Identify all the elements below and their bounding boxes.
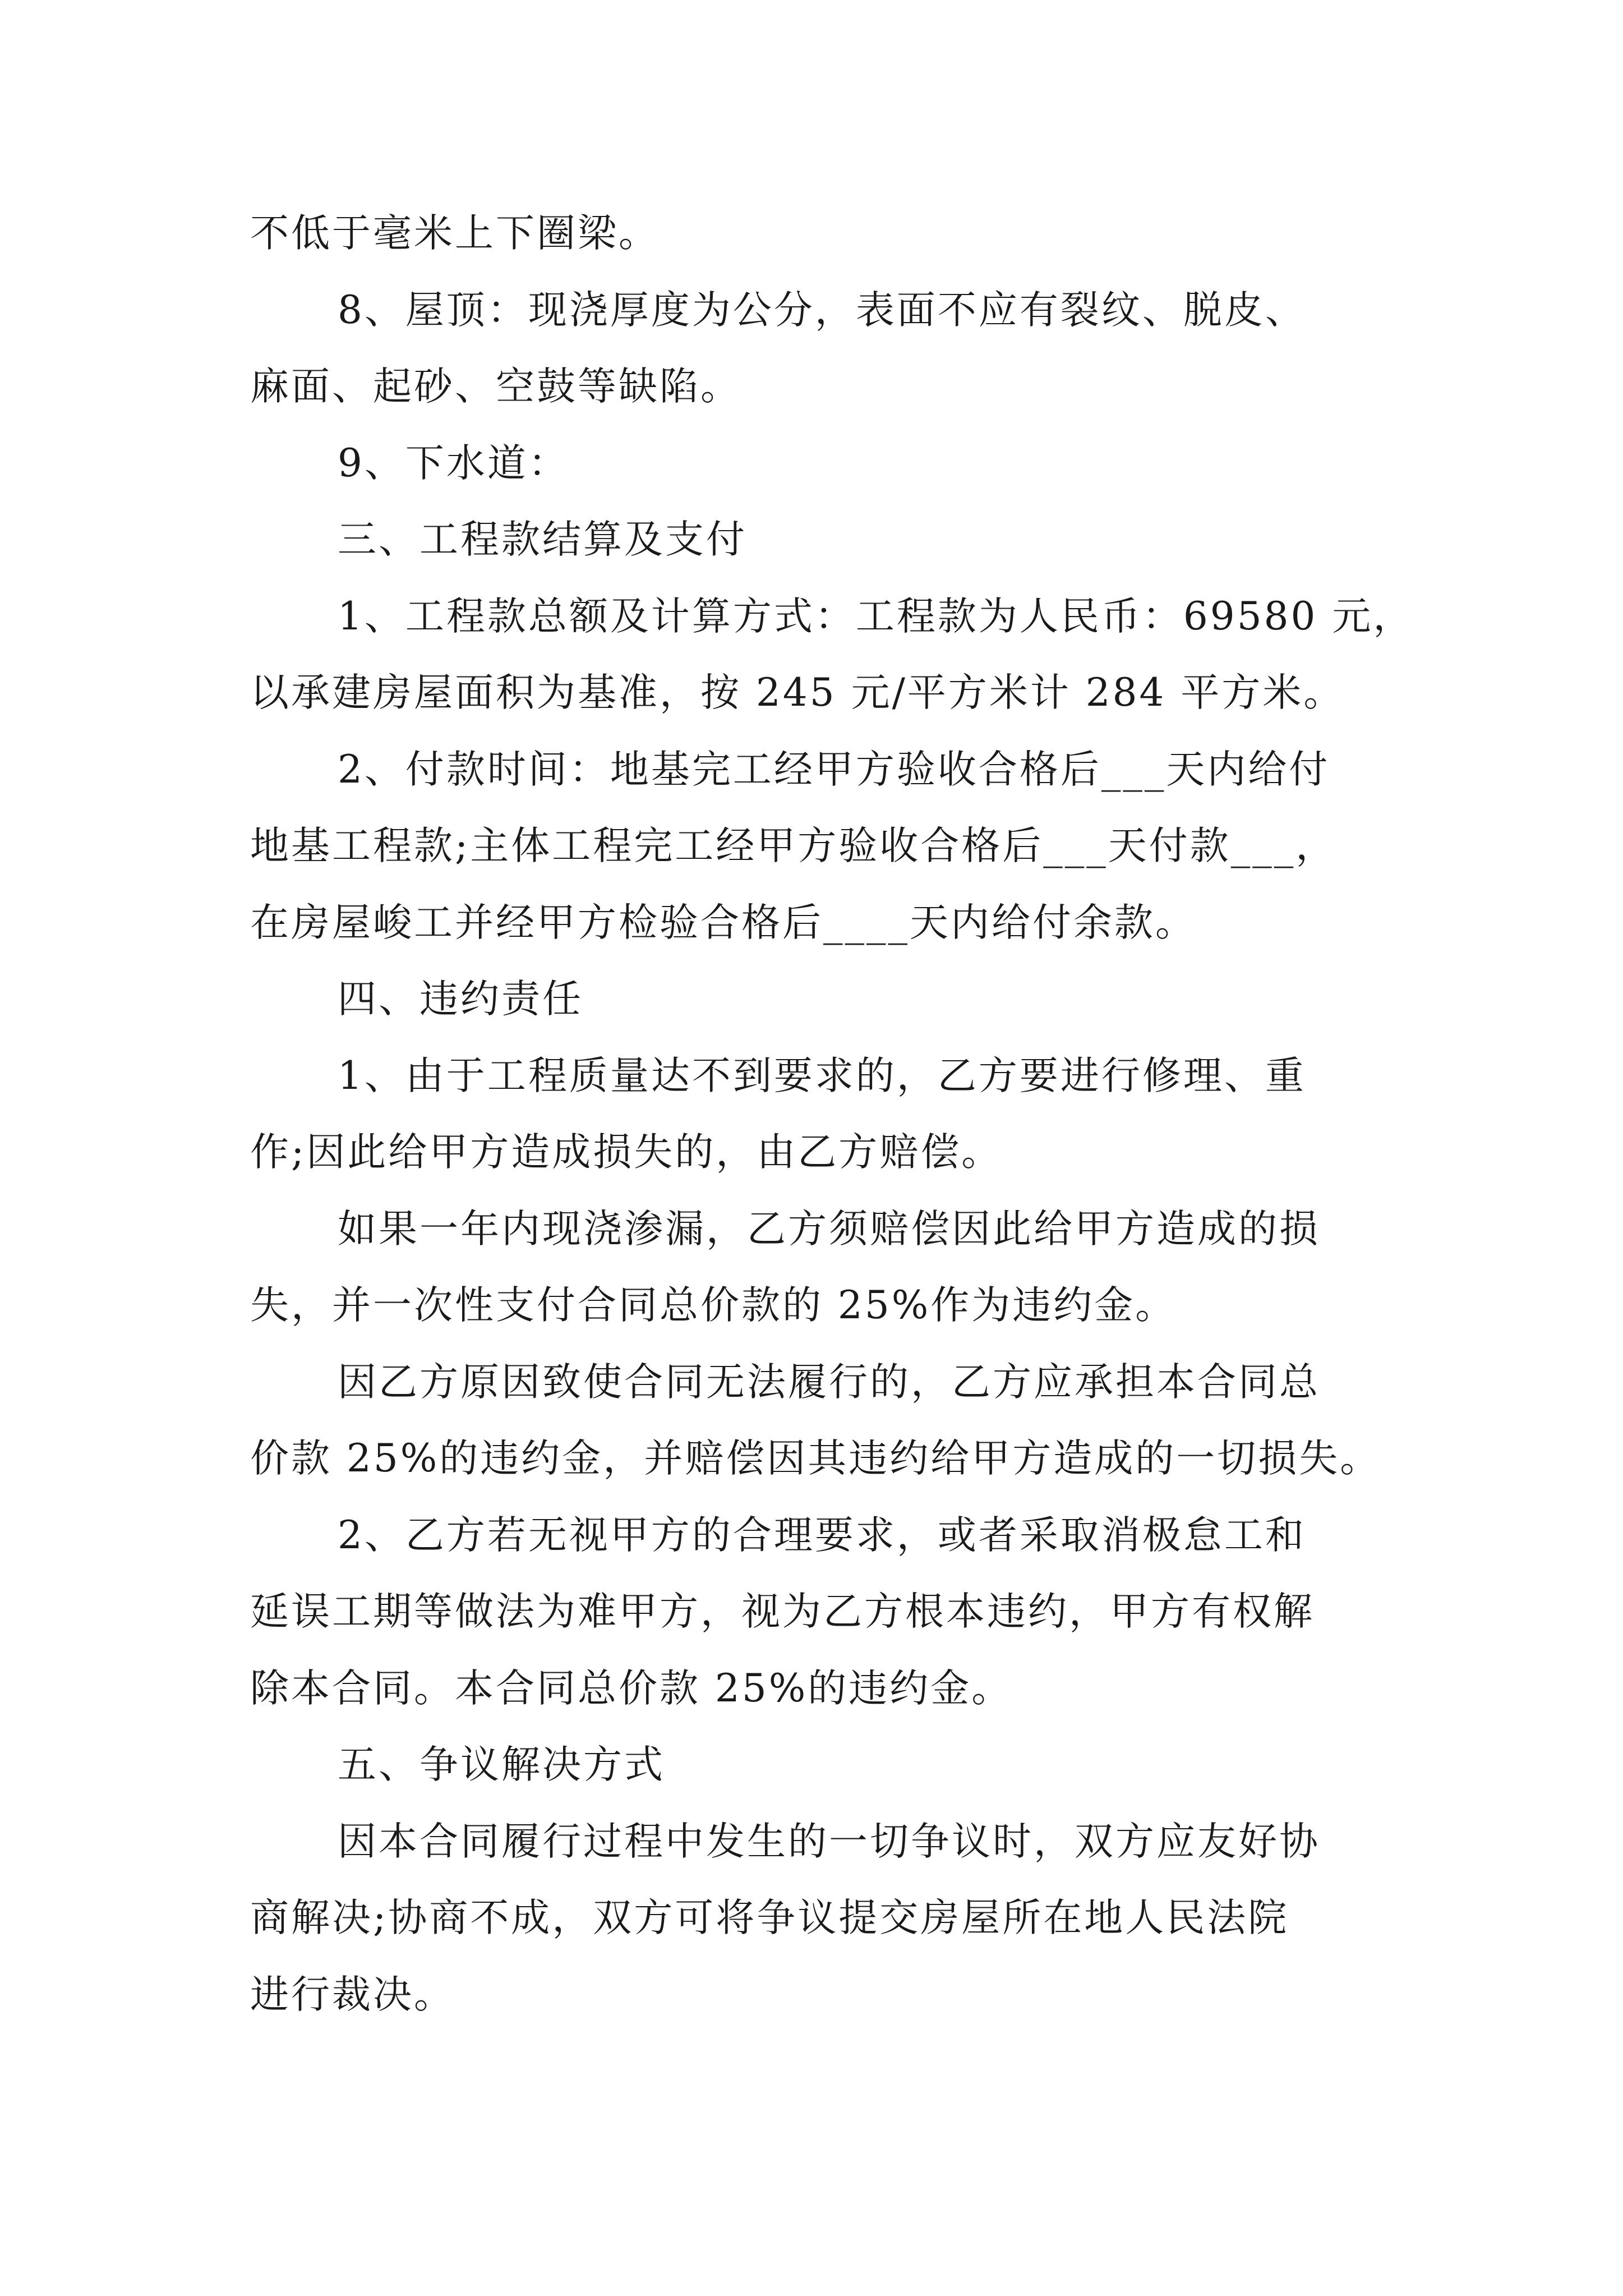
document-body (250, 195, 1414, 2033)
text-line: 因本合同履行过程中发生的一切争议时，双方应友好协 (338, 1819, 1320, 1864)
section-heading: 五、争议解决方式 (338, 1742, 665, 1787)
text-line: 2、乙方若无视甲方的合理要求，或者采取消极怠工和 (338, 1512, 1306, 1558)
text-line: 9、下水道： (338, 440, 569, 486)
text-line: 失，并一次性支付合同总价款的 25%作为违约金。 (250, 1283, 1177, 1328)
text-line: 进行裁决。 (250, 1972, 455, 2017)
section-heading: 三、工程款结算及支付 (338, 517, 747, 562)
text-line: 1、由于工程质量达不到要求的，乙方要进行修理、重 (338, 1053, 1306, 1098)
text-line: 作;因此给甲方造成损失的，由乙方赔偿。 (250, 1130, 1003, 1175)
text-line: 麻面、起砂、空鼓等缺陷。 (250, 364, 741, 409)
text-line: 2、付款时间：地基完工经甲方验收合格后___天内给付 (338, 747, 1330, 792)
text-line: 在房屋峻工并经甲方检验合格后____天内给付余款。 (250, 900, 1196, 945)
text-line: 不低于毫米上下圈梁。 (250, 211, 660, 256)
text-line: 价款 25%的违约金，并赔偿因其违约给甲方造成的一切损失。 (250, 1436, 1381, 1481)
text-line: 如果一年内现浇渗漏，乙方须赔偿因此给甲方造成的损 (338, 1206, 1320, 1251)
text-line: 8、屋顶：现浇厚度为公分，表面不应有裂纹、脱皮、 (338, 287, 1306, 333)
text-line: 除本合同。本合同总价款 25%的违约金。 (250, 1665, 1013, 1711)
text-line: 因乙方原因致使合同无法履行的，乙方应承担本合同总 (338, 1359, 1320, 1405)
text-line: 地基工程款;主体工程完工经甲方验收合格后___天付款___， (250, 823, 1337, 868)
text-line: 1、工程款总额及计算方式：工程款为人民币：69580 元， (338, 593, 1414, 639)
text-line: 以承建房屋面积为基准，按 245 元/平方米计 284 平方米。 (250, 670, 1345, 715)
text-line: 延误工期等做法为难甲方，视为乙方根本违约，甲方有权解 (250, 1589, 1315, 1634)
text-line: 商解决;协商不成，双方可将争议提交房屋所在地人民法院 (250, 1895, 1289, 1940)
section-heading: 四、违约责任 (338, 977, 583, 1022)
